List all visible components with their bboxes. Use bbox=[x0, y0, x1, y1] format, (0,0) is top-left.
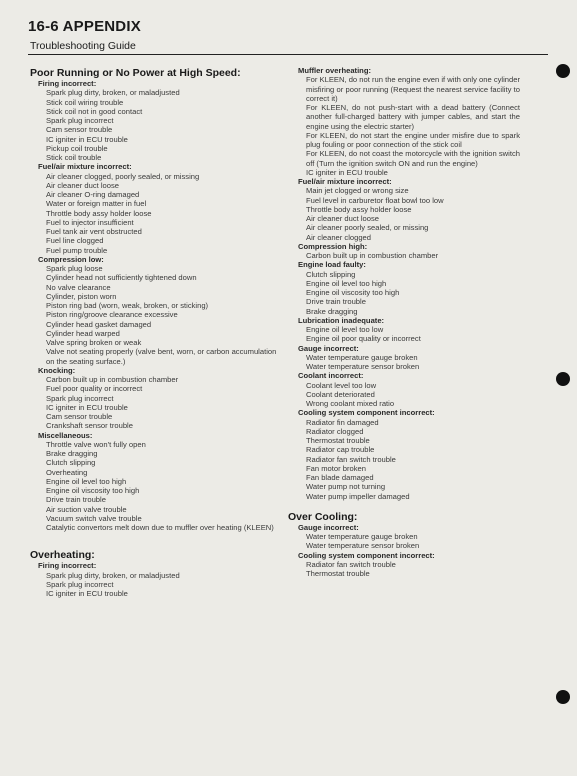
subsection-label: Compression high: bbox=[298, 241, 368, 251]
subsection-label: Lubrication inadequate: bbox=[298, 315, 385, 325]
header-rule bbox=[28, 54, 548, 55]
subsection-label: Cooling system component incorrect: bbox=[298, 408, 435, 418]
list-item: IC igniter in ECU trouble bbox=[46, 134, 128, 144]
list-item: Carbon built up in combustion chamber bbox=[306, 251, 439, 260]
subsection-label: Firing incorrect: bbox=[38, 561, 97, 571]
list-item: Radiator fan switch trouble bbox=[306, 454, 396, 464]
list-item: Air suction valve trouble bbox=[46, 504, 127, 514]
list-item: Air cleaner clogged bbox=[306, 232, 372, 242]
list-item: Clutch slipping bbox=[46, 458, 96, 468]
list-item: For KLEEN, do not start the engine under misfire due to spark plug fouling or poor connection of the stick coil bbox=[306, 130, 520, 149]
list-item: Main jet clogged or wrong size bbox=[306, 186, 409, 196]
list-item: Cylinder head warped bbox=[46, 328, 120, 338]
list-item: IC igniter in ECU trouble bbox=[306, 167, 388, 177]
list-item: Throttle body assy holder loose bbox=[306, 204, 412, 214]
list-item: Cylinder head not sufficiently tightened down bbox=[46, 273, 197, 283]
list-item: Water pump impeller damaged bbox=[306, 491, 410, 501]
list-item: Water temperature gauge broken bbox=[306, 532, 418, 541]
list-item: Drive train trouble bbox=[306, 297, 366, 307]
list-item: Cylinder head gasket damaged bbox=[46, 319, 152, 329]
list-item: Radiator fin damaged bbox=[306, 417, 379, 427]
list-item: Fuel tank air vent obstructed bbox=[46, 227, 142, 236]
list-item: Engine oil viscosity too high bbox=[46, 486, 140, 495]
list-item: Air cleaner O-ring damaged bbox=[46, 190, 140, 199]
list-item: Stick coil trouble bbox=[46, 153, 102, 162]
subsection-label: Fuel/air mixture incorrect: bbox=[38, 162, 132, 172]
list-item: Vacuum switch valve trouble bbox=[46, 513, 142, 523]
list-item: Water temperature sensor broken bbox=[306, 362, 420, 371]
binder-hole-icon bbox=[556, 690, 570, 704]
list-item: Air cleaner duct loose bbox=[306, 214, 380, 223]
list-item: Air cleaner poorly sealed, or missing bbox=[306, 223, 429, 233]
subsection-label: Coolant incorrect: bbox=[298, 371, 364, 381]
page-title: 16-6 APPENDIX bbox=[28, 18, 141, 35]
list-item: Brake dragging bbox=[306, 306, 358, 316]
list-item: IC igniter in ECU trouble bbox=[46, 589, 128, 598]
list-item: Radiator clogged bbox=[306, 426, 364, 436]
section-gap bbox=[30, 532, 280, 548]
list-item: Fuel line clogged bbox=[46, 236, 104, 246]
section-title: Over Cooling: bbox=[288, 510, 358, 523]
list-item: Fuel poor quality or incorrect bbox=[46, 384, 143, 394]
section-title: Overheating: bbox=[30, 549, 95, 562]
list-item: Throttle body assy holder loose bbox=[46, 208, 152, 218]
list-item: For KLEEN, do not coast the motorcycle with the ignition switch off (Turn the ignition switch ON and run the engine) bbox=[306, 149, 520, 168]
list-item: Fan blade damaged bbox=[306, 473, 374, 482]
list-item: Drive train trouble bbox=[46, 495, 106, 505]
list-item: For KLEEN, do not run the engine even if with only one cylinder misfiring or poor running (Request the nearest service facility to correct it) bbox=[306, 75, 520, 103]
list-item: Cam sensor trouble bbox=[46, 125, 113, 135]
list-item: Pickup coil trouble bbox=[46, 143, 108, 153]
list-item: Spark plug dirty, broken, or maladjusted bbox=[46, 570, 180, 580]
left-column bbox=[30, 66, 280, 598]
list-item: Water temperature gauge broken bbox=[306, 352, 418, 362]
list-item: Coolant deteriorated bbox=[306, 389, 375, 399]
list-item: IC igniter in ECU trouble bbox=[46, 402, 128, 412]
list-item: Radiator fan switch trouble bbox=[306, 559, 396, 569]
subsection-label: Gauge incorrect: bbox=[298, 343, 359, 353]
list-item: Spark plug incorrect bbox=[46, 579, 114, 589]
list-item: Stick coil not in good contact bbox=[46, 106, 143, 116]
list-item: Engine oil poor quality or incorrect bbox=[306, 334, 421, 344]
list-item: Water pump not turning bbox=[306, 482, 386, 492]
subsection-label: Compression low: bbox=[38, 254, 104, 264]
right-column bbox=[288, 66, 520, 578]
list-item: Clutch slipping bbox=[306, 269, 356, 279]
list-item: Engine oil viscosity too high bbox=[306, 288, 400, 297]
list-item: Air cleaner duct loose bbox=[46, 180, 120, 190]
binder-hole-icon bbox=[556, 64, 570, 78]
list-item: Engine oil level too high bbox=[46, 476, 127, 486]
subsection-label: Engine load faulty: bbox=[298, 260, 366, 270]
list-item: Wrong coolant mixed ratio bbox=[306, 399, 395, 408]
list-item: Spark plug incorrect bbox=[46, 393, 114, 403]
section-gap bbox=[288, 501, 520, 510]
list-item: Thermostat trouble bbox=[306, 436, 370, 445]
list-item: Engine oil level too high bbox=[306, 278, 387, 288]
list-item: Valve not seating properly (valve bent, worn, or carbon accumulation on the seating surface.) bbox=[46, 347, 277, 366]
list-item: Fuel pump trouble bbox=[46, 245, 108, 255]
page-subtitle: Troubleshooting Guide bbox=[30, 40, 136, 52]
list-item: Water temperature sensor broken bbox=[306, 541, 420, 551]
list-item: Brake dragging bbox=[46, 449, 98, 458]
list-item: Piston ring bad (worn, weak, broken, or sticking) bbox=[46, 301, 209, 310]
list-item: Fan motor broken bbox=[306, 463, 366, 473]
list-item: Engine oil level too low bbox=[306, 325, 384, 334]
list-item: Overheating bbox=[46, 467, 88, 477]
list-item: Spark plug loose bbox=[46, 264, 103, 273]
list-item: No valve clearance bbox=[46, 282, 111, 292]
list-item: Cylinder, piston worn bbox=[46, 291, 117, 301]
list-item: Stick coil wiring trouble bbox=[46, 97, 124, 107]
list-item: Fuel to injector insufficient bbox=[46, 217, 134, 227]
list-item: Radiator cap trouble bbox=[306, 445, 375, 455]
list-item: Spark plug incorrect bbox=[46, 116, 114, 125]
subsection-label: Miscellaneous: bbox=[38, 430, 93, 440]
list-item: Crankshaft sensor trouble bbox=[46, 421, 133, 431]
subsection-label: Fuel/air mixture incorrect: bbox=[298, 177, 392, 186]
list-item: Throttle valve won't fully open bbox=[46, 439, 146, 449]
list-item: For KLEEN, do not push-start with a dead battery (Connect another full-charged battery with jumper cables, and start the engine using the electric starter) bbox=[306, 103, 520, 131]
section-title: Poor Running or No Power at High Speed: bbox=[30, 67, 241, 79]
binder-hole-icon bbox=[556, 372, 570, 386]
list-item: Cam sensor trouble bbox=[46, 412, 113, 421]
list-item: Piston ring/groove clearance excessive bbox=[46, 310, 178, 320]
subsection-label: Gauge incorrect: bbox=[298, 522, 359, 532]
subsection-label: Firing incorrect: bbox=[38, 79, 97, 88]
list-item: Catalytic convertors melt down due to muffler over heating (KLEEN) bbox=[46, 523, 274, 532]
list-item: Carbon built up in combustion chamber bbox=[46, 375, 179, 384]
list-item: Spark plug dirty, broken, or maladjusted bbox=[46, 88, 180, 98]
subsection-label: Muffler overheating: bbox=[298, 66, 371, 75]
subsection-label: Cooling system component incorrect: bbox=[298, 550, 435, 560]
list-item: Water or foreign matter in fuel bbox=[46, 199, 147, 209]
subsection-label: Knocking: bbox=[38, 365, 76, 375]
list-item: Air cleaner clogged, poorly sealed, or missing bbox=[46, 171, 200, 181]
list-item: Fuel level in carburetor float bowl too low bbox=[306, 195, 444, 205]
list-item: Valve spring broken or weak bbox=[46, 338, 142, 347]
list-item: Thermostat trouble bbox=[306, 569, 370, 578]
list-item: Coolant level too low bbox=[306, 380, 377, 390]
